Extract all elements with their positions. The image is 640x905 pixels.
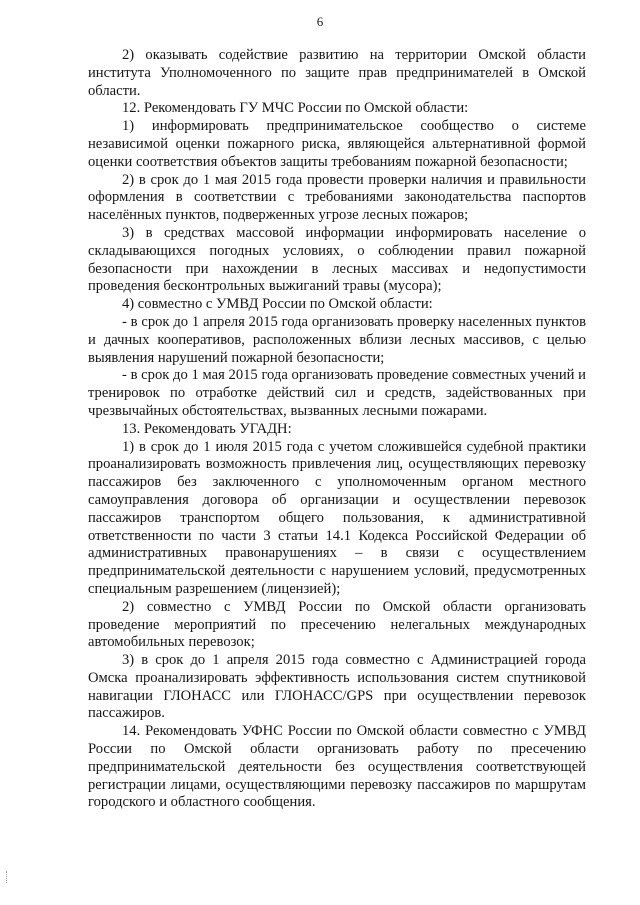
paragraph-11-2: 2) оказывать содействие развитию на территории Омской области института Уполномоченного по защите прав предпринимателей в Омской области. xyxy=(88,47,586,99)
page-number: 6 xyxy=(316,14,324,29)
section-12-heading: 12. Рекомендовать ГУ МЧС России по Омской области: xyxy=(122,100,469,117)
paragraph-13-3: 3) в срок до 1 апреля 2015 года совместно с Администрацией города Омска проанализировать эффективность использования систем спутниковой навигации ГЛОНАСС или ГЛОНАСС/GPS при осуществлении перевозок пассажиров. xyxy=(88,652,586,722)
paragraph-12-4-bullet-1: - в срок до 1 апреля 2015 года организовать проверку населенных пунктов и дачных кооперативов, расположенных вблизи лесных массивов, с целью выявления нарушений пожарной безопасности; xyxy=(88,313,586,366)
paragraph-12-1: 1) информировать предпринимательское сообщество о системе независимой оценки пожарного риска, являющейся альтернативной формой оценки соответствия объектов защиты требованиям пожарной безопасности; xyxy=(88,118,586,170)
paragraph-12-4: 4) совместно с УМВД России по Омской области: xyxy=(122,296,433,313)
document-body xyxy=(88,47,586,812)
paragraph-12-2: 2) в срок до 1 мая 2015 года провести проверки наличия и правильности оформления в соответствии с требованиями законодательства паспортов населённых пунктов, подверженных угрозе лесных пожаров; xyxy=(88,171,586,224)
paragraph-12-4-bullet-2: - в срок до 1 мая 2015 года организовать проведение совместных учений и тренировок по отработке действий сил и средств, задействованных при чрезвычайных обстоятельствах, вызванных лесными пожарами. xyxy=(88,367,586,419)
paragraph-13-2: 2) совместно с УМВД России по Омской области организовать проведение мероприятий по пресечению нелегальных международных автомобильных перевозок; xyxy=(88,598,586,651)
scan-margin-mark xyxy=(6,871,10,883)
section-13-heading: 13. Рекомендовать УГАДН: xyxy=(122,420,292,437)
paragraph-13-1: 1) в срок до 1 июля 2015 года с учетом сложившейся судебной практики проанализировать возможность привлечения лиц, осуществляющих перевозку пассажиров без заключенного с уполномоченным органом местного самоуправления договора об организации и осуществлении перевозок пассажиров транспортом общего пользования, к административной ответственности по части 3 статьи 14.1 Кодекса Российской Федерации об административных правонарушениях – в связи с осуществлением предпринимательской деятельности с нарушением условий, предусмотренных специальным разрешением (лицензией); xyxy=(88,438,586,597)
paragraph-12-3: 3) в средствах массовой информации информировать население о складывающихся погодных условиях, о соблюдении правил пожарной безопасности при нахождении в лесных массивах и недопустимости проведения бесконтрольных выжиганий травы (мусора); xyxy=(88,224,586,295)
section-14-paragraph: 14. Рекомендовать УФНС России по Омской области совместно с УМВД России по Омской области организовать работу по пресечению предпринимательской деятельности без осуществления соответствующей регистрации лицами, осуществляющими перевозку пассажиров по маршрутам городского и областного сообщения. xyxy=(88,723,586,811)
